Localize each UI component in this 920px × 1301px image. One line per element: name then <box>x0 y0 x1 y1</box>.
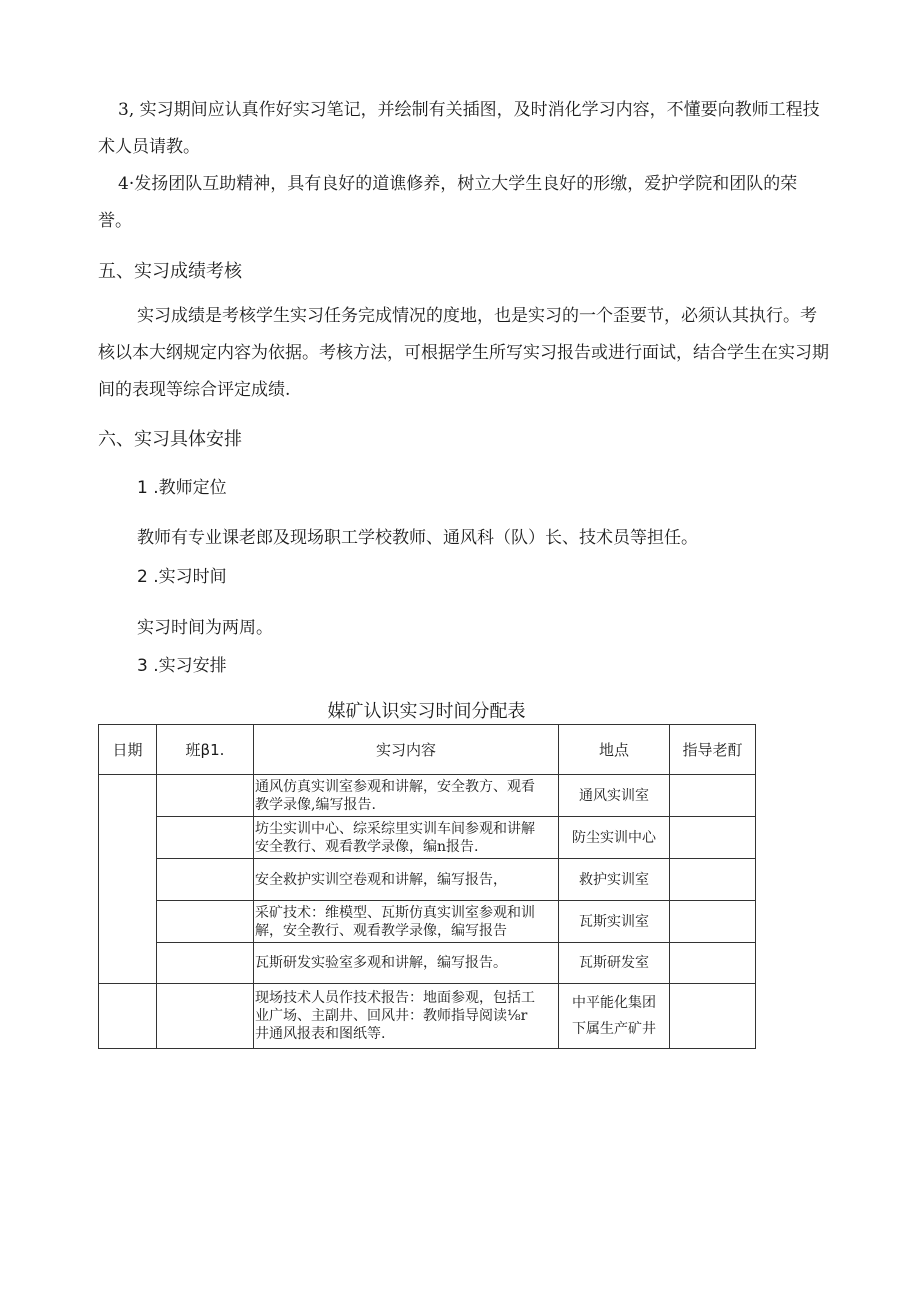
location-cell: 防尘实训中心 <box>559 817 670 859</box>
class-cell <box>157 775 254 817</box>
content-cell: 现场技术人员作技术报告：地面参观，包括工 业广场、主副井、回风井：教师指导阅读⅛r 井通风报表和图纸等. <box>254 984 559 1049</box>
class-cell <box>157 984 254 1049</box>
content-cell: 瓦斯研发实验室多观和讲解，编写报告。 <box>254 943 559 984</box>
header-location: 地点 <box>559 725 670 775</box>
table-title: 媒矿认识实习时间分配表 <box>327 701 526 722</box>
instructor-cell <box>670 984 756 1049</box>
rule-item-3-line2: 术人员请教。 <box>98 137 200 157</box>
table-header-row <box>99 725 756 775</box>
section5-para-line2: 核以本大纲规定内容为依据。考核方法，可根据学生所写实习报告或进行面试，结合学生在实习期 <box>98 343 829 363</box>
rule-item-3-line1: 3, 实习期间应认真作好实习笔记，并绘制有关插图，及时消化学习内容，不懂要向教师工程技 <box>118 100 820 120</box>
subsection1-title: 1 .教师定位 <box>137 478 227 498</box>
header-content: 实习内容 <box>254 725 559 775</box>
class-cell <box>157 901 254 943</box>
location-cell: 瓦斯实训室 <box>559 901 670 943</box>
table-row <box>99 817 756 859</box>
section5-heading: 五、实习成绩考核 <box>98 261 242 282</box>
class-cell <box>157 859 254 901</box>
instructor-cell <box>670 901 756 943</box>
location-cell: 中平能化集团 下属生产矿井 <box>559 984 670 1049</box>
instructor-cell <box>670 817 756 859</box>
class-cell <box>157 817 254 859</box>
location-cell: 瓦斯研发室 <box>559 943 670 984</box>
date-cell <box>99 984 157 1049</box>
subsection1-text: 教师有专业课老郎及现场职工学校教师、通风科（队）长、技术员等担任。 <box>137 528 698 548</box>
section5-para-line3: 间的表现等综合评定成绩. <box>98 380 291 400</box>
location-cell: 通风实训室 <box>559 775 670 817</box>
subsection2-text: 实习时间为两周。 <box>137 618 273 638</box>
table-row <box>99 775 756 817</box>
section6-heading: 六、实习具体安排 <box>98 429 242 450</box>
instructor-cell <box>670 943 756 984</box>
rule-item-4-line2: 誉。 <box>98 211 132 231</box>
rule-item-4-line1: 4·发扬团队互助精神，具有良好的道谯修养，树立大学生良好的形缴，爱护学院和团队的荣 <box>118 174 798 194</box>
header-date: 日期 <box>99 725 157 775</box>
header-class: 班β1. <box>157 725 254 775</box>
subsection3-title: 3 .实习安排 <box>137 656 227 676</box>
class-cell <box>157 943 254 984</box>
location-cell: 救护实训室 <box>559 859 670 901</box>
table-row <box>99 984 756 1049</box>
section5-para-line1: 实习成绩是考核学生实习任务完成情况的度地，也是实习的一个歪要节，必须认其执行。考 <box>137 306 817 326</box>
table-row <box>99 943 756 984</box>
subsection2-title: 2 .实习时间 <box>137 567 227 587</box>
content-cell: 通风仿真实训室参观和讲解，安全教方、观看 教学录像,编写报告. <box>254 775 559 817</box>
table-row <box>99 859 756 901</box>
content-cell: 坊尘实训中心、综采综里实训车间参观和讲解 安全教行、观看教学录像，编n报告. <box>254 817 559 859</box>
instructor-cell <box>670 775 756 817</box>
content-cell: 安全救护实训空卷观和讲解，编写报告， <box>254 859 559 901</box>
content-cell: 采矿技术：维模型、瓦斯仿真实训室参观和训 解，安全教行、观看教学录像，编写报告 <box>254 901 559 943</box>
table-row <box>99 901 756 943</box>
schedule-table <box>98 724 756 1049</box>
header-instructor: 指导老酊 <box>670 725 756 775</box>
date-cell <box>99 775 157 984</box>
instructor-cell <box>670 859 756 901</box>
